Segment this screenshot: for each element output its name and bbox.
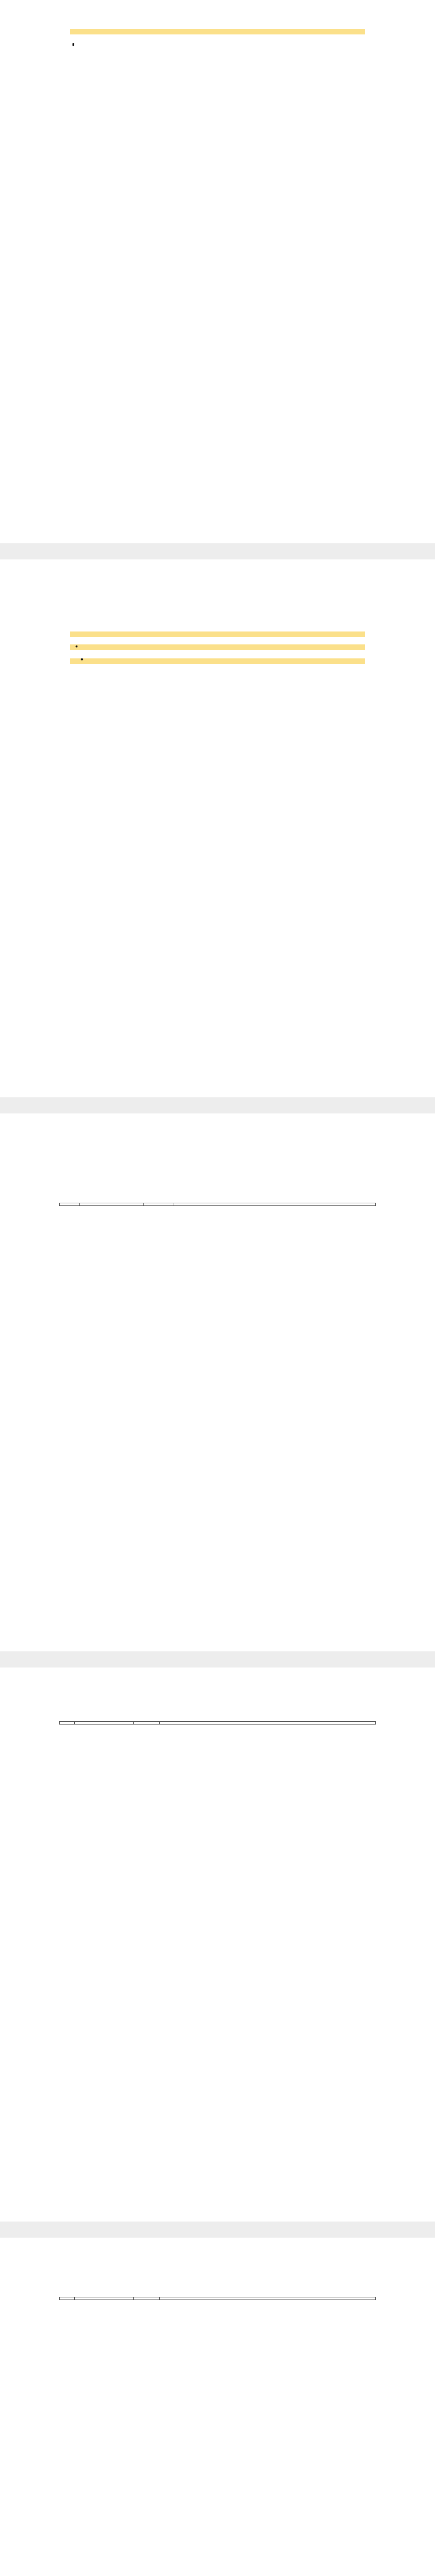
- col-header-duties: [174, 1203, 376, 1206]
- admin-structure-table-end: [59, 2297, 376, 2300]
- section-heading-after-election: [70, 644, 365, 650]
- page-13: [0, 0, 435, 543]
- col-header-officers: [144, 1203, 174, 1206]
- admin-structure-table-cont: [59, 1721, 376, 1725]
- admin-structure-table: [59, 1203, 376, 1206]
- page-17: [0, 2238, 435, 2576]
- section-heading-waste: [70, 631, 365, 637]
- table-row: [60, 1722, 376, 1725]
- total-row: [60, 2297, 376, 2300]
- section-heading-health-admin: [70, 658, 365, 664]
- total-label: [75, 2297, 134, 2300]
- page-14: [0, 559, 435, 1097]
- page-16: [0, 1667, 435, 2222]
- total-value: [134, 2297, 160, 2300]
- page-15: [0, 1113, 435, 1651]
- section-heading-disinfection: [70, 29, 365, 34]
- col-header-designation: [80, 1203, 144, 1206]
- col-header-no: [60, 1203, 80, 1206]
